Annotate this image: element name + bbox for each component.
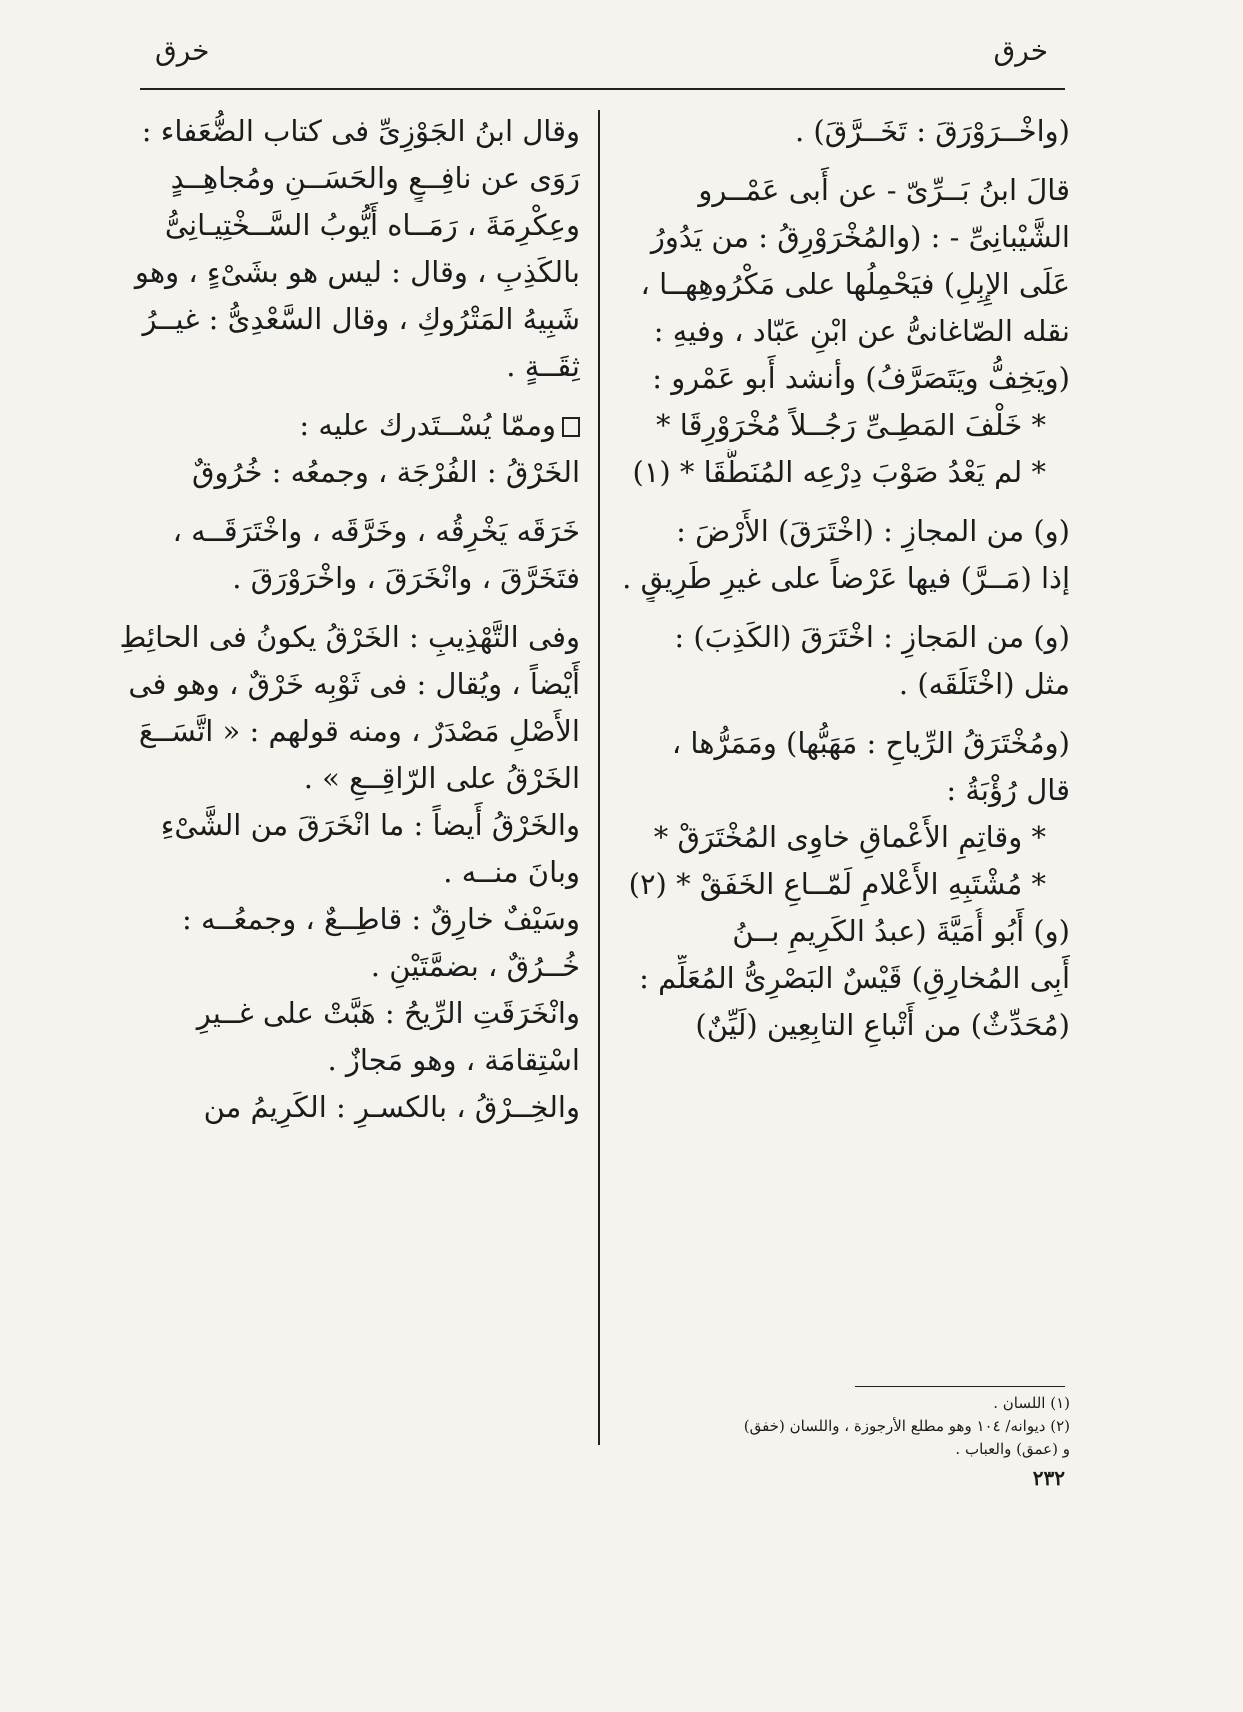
section-marker-icon [562,417,580,437]
text-line: والخَرْقُ أَيضاً : ما انْخَرَقَ من الشَّىْءِ [160,808,580,842]
text-line: قالَ ابنُ بَــرِّىّ - عن أَبى عَمْــرو [698,173,1070,207]
footnotes [618,1392,1070,1461]
text-line: مثل (اخْتَلَقَه) . [898,667,1070,701]
header-rule [140,88,1065,90]
text-line: عَلَى الإِبِلِ) فيَحْمِلُها على مَكْرُوهِهــا ، [640,267,1070,301]
verse-line: * لم يَعْدُ صَوْبَ دِرْعِه المُنَطَّقَا * (١) [632,455,1046,489]
column-divider [598,110,600,1445]
footnote: (٢) ديوانه/ ١٠٤ وهو مطلع الأرجوزة ، واللسان (خفق) [743,1417,1070,1435]
addenda-label: وممّا يُسْــتَدرك عليه : [299,408,556,442]
verse-line: * مُشْتَبِهِ الأَعْلامِ لَمّــاعِ الخَفَقْ * (٢) [628,867,1046,901]
verse-line: * خَلْفَ المَطِـىِّ رَجُــلاً مُخْرَوْرِقَا * [656,408,1046,442]
text-line: وبانَ منــه . [443,855,580,889]
page-number: ٢٣٢ [1032,1466,1065,1490]
text-line: ثِقَــةٍ . [506,349,580,383]
text-line: (مُحَدِّثٌ) من أَتْباعِ التابِعِين (لَيِّنٌ) [695,1008,1070,1042]
text-line: إذا (مَــرَّ) فيها عَرْضاً على غيرِ طَرِيقٍ . [622,561,1070,595]
text-line: رَوَى عن نافِــعٍ والحَسَــنِ ومُجاهِــدٍ [170,161,580,195]
spacer [618,602,1070,614]
text-line: نقله الصّاغانىُّ عن ابْنِ عَبّاد ، وفيهِ : [653,314,1070,348]
text-line: والخِــرْقُ ، بالكسـرِ : الكَرِيمُ من [203,1090,580,1124]
right-column [618,108,1070,1049]
spacer [618,708,1070,720]
header-right-word: خرق [993,34,1048,67]
text-line: فتَخَرَّقَ ، وانْخَرَقَ ، واخْرَوْرَقَ . [232,561,580,595]
text-line: وعِكْرِمَةَ ، رَمَــاه أَيُّوبُ السَّــخْتِيـانِىُّ [164,208,580,242]
text-line: الشَّيْبانِىِّ - : (والمُخْرَوْرِقُ : من يَدُورُ [650,220,1070,254]
text-line: (و) من المَجازِ : اخْتَرَقَ (الكَذِبَ) : [674,620,1070,654]
text-line: (و) أَبُو أُمَيَّةَ (عبدُ الكَرِيمِ بــنُ [732,914,1070,948]
text-line: وانْخَرَقَتِ الرِّيحُ : هَبَّتْ على غــيرِ [196,996,580,1030]
text-line: الخَرْقُ : الفُرْجَة ، وجمعُه : خُرُوقٌ [191,455,580,489]
text-line: قال رُؤْبَةُ : [946,773,1070,807]
spacer [118,390,580,402]
text-line: وفى التَّهْذِيبِ : الخَرْقُ يكونُ فى الحائِطِ [119,620,580,654]
text-line: شَبِيهُ المَتْرُوكِ ، وقال السَّعْدِىُّ : غيــرُ [142,302,580,336]
text-line: خُــرُقٌ ، بضمَّتَيْنِ . [370,949,580,983]
text-line: (ومُخْتَرَقُ الرِّياحِ : مَهَبُّها) ومَمَرُّها ، [671,726,1070,760]
verse-line: * وقاتِمِ الأَعْماقِ خاوِى المُخْتَرَقْ * [653,820,1046,854]
footnote: (١) اللسان . [993,1394,1070,1412]
text-line: الأَصْلِ مَصْدَرٌ ، ومنه قولهم : « اتَّسَــعَ [138,714,580,748]
text-line: أَبِى المُخارِقِ) قَيْسٌ البَصْرِىُّ المُعَلِّم : [639,961,1070,995]
text-line: (و) من المجازِ : (اخْتَرَقَ) الأَرْضَ : [676,514,1070,548]
text-line: اسْتِقامَة ، وهو مَجازٌ . [327,1043,580,1077]
spacer [618,155,1070,167]
text-line: (ويَخِفُّ ويَتَصَرَّفُ) وأنشد أَبو عَمْرو : [652,361,1070,395]
spacer [118,602,580,614]
header-left-word: خرق [155,34,210,67]
text-line: بالكَذِبِ ، وقال : ليس هو بشَىْءٍ ، وهو [134,255,580,289]
footnote: و (عمق) والعباب . [955,1440,1070,1458]
left-column [118,108,580,1131]
text-line: خَرَقَه يَخْرِقُه ، وخَرَّقَه ، واخْتَرَقَــه ، [172,514,580,548]
text-line: وقال ابنُ الجَوْزِىِّ فى كتاب الضُّعَفاء : [141,114,580,148]
text-line: (واخْــرَوْرَقَ : تَخَــرَّقَ) . [794,114,1070,148]
text-line: وسَيْفٌ خارِقٌ : قاطِــعٌ ، وجمعُــه : [182,902,580,936]
addenda-line [118,402,580,449]
spacer [618,496,1070,508]
spacer [118,496,580,508]
footnote-rule [855,1386,1065,1387]
text-line: الخَرْقُ على الرّاقِــعِ » . [303,761,580,795]
text-line: أَيْضاً ، ويُقال : فى ثَوْبِه خَرْقٌ ، وهو فى [128,667,580,701]
